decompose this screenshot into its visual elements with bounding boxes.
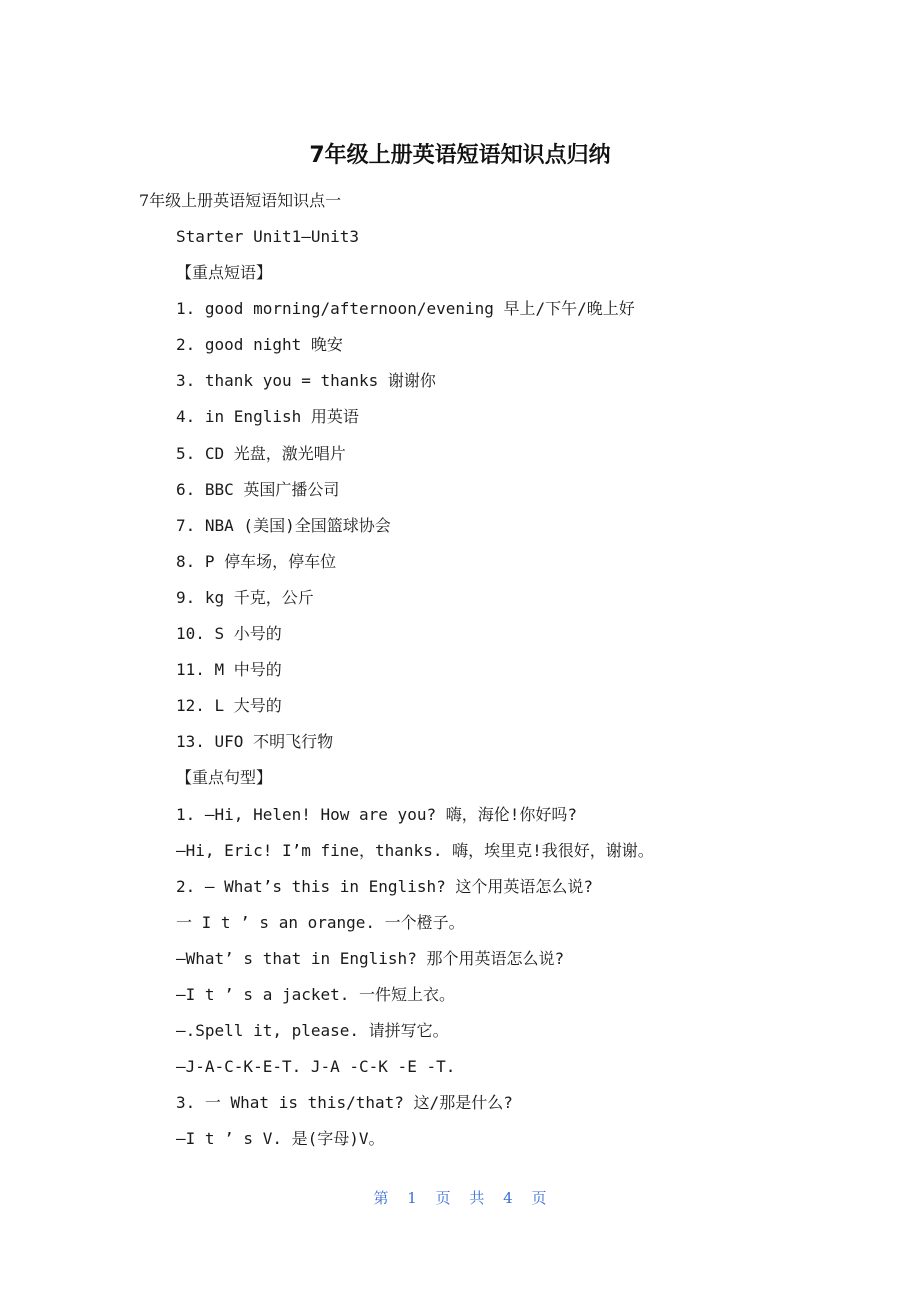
phrase-item: 7. NBA (美国)全国篮球协会 [176, 515, 391, 535]
sentence-line: 一 I t ’ s an orange. 一个橙子。 [176, 912, 465, 932]
phrase-item: 9. kg 千克，公斤 [176, 587, 314, 607]
phrase-item: 10. S 小号的 [176, 624, 282, 644]
phrase-item: 4. in English 用英语 [176, 407, 359, 427]
sentence-line: —What’ s that in English? 那个用英语怎么说? [176, 948, 565, 968]
sentence-line: —I t ’ s a jacket. 一件短上衣。 [176, 984, 456, 1004]
phrase-item: 12. L 大号的 [176, 696, 282, 716]
phrase-item: 2. good night 晚安 [176, 335, 343, 355]
heading-key-sentences: 【重点句型】 [176, 768, 273, 788]
phrase-item: 6. BBC 英国广播公司 [176, 479, 340, 499]
phrase-item: 13. UFO 不明飞行物 [176, 732, 334, 752]
content-lines [176, 224, 654, 1162]
sentence-line: 2. — What’s this in English? 这个用英语怎么说? [176, 876, 593, 896]
line-unit-range: Starter Unit1—Unit3 [176, 227, 360, 246]
document-title: 7年级上册英语短语知识点归纳 [309, 143, 611, 168]
phrase-item: 11. M 中号的 [176, 660, 282, 680]
sentence-line: 1. —Hi, Helen! How are you? 嗨，海伦!你好吗? [176, 804, 577, 824]
sentence-line: —I t ’ s V. 是(字母)V。 [176, 1129, 385, 1149]
phrase-item: 1. good morning/afternoon/evening 早上/下午/晚上好 [176, 299, 635, 319]
page-footer: 第 1 页 共 4 页 [373, 1189, 547, 1207]
sentence-line: —.Spell it, please. 请拼写它。 [176, 1021, 449, 1041]
sentence-line: 3. 一 What is this/that? 这/那是什么? [176, 1093, 513, 1113]
phrase-item: 8. P 停车场，停车位 [176, 551, 337, 571]
phrase-item: 5. CD 光盘，激光唱片 [176, 443, 346, 463]
sentence-line: —Hi, Eric! I’m fine，thanks. 嗨，埃里克!我很好，谢谢。 [176, 840, 654, 860]
sentence-line: —J-A-C-K-E-T. J-A -C-K -E -T. [176, 1057, 456, 1077]
section-subtitle: 7年级上册英语短语知识点一 [139, 191, 342, 210]
phrase-item: 3. thank you = thanks 谢谢你 [176, 371, 436, 391]
heading-key-phrases: 【重点短语】 [176, 263, 273, 283]
